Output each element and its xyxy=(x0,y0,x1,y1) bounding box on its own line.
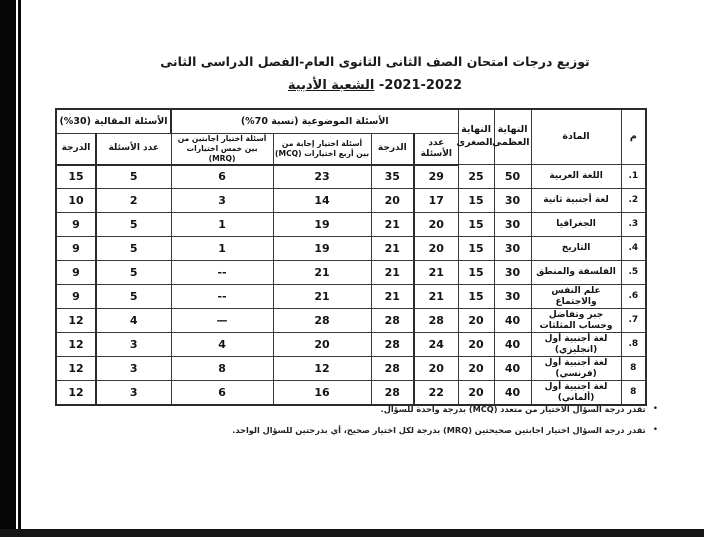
max-grade-value: 50 xyxy=(494,165,531,189)
subject-name: لغة أجنبية ثانية xyxy=(531,189,621,213)
table-row xyxy=(56,381,646,406)
grades-distribution-table xyxy=(55,108,647,406)
essay-grade-value: 15 xyxy=(56,165,96,189)
table-row xyxy=(56,357,646,381)
col-header-number: م xyxy=(621,109,646,165)
essay-question-count: 3 xyxy=(96,333,171,357)
footnote-mcq-text: تقدر درجة السؤال الاختيار من متعدد (MCQ) بدرجة واحدة للسؤال. xyxy=(380,404,646,414)
col-header-essay-grade: الدرجة xyxy=(56,134,96,165)
subtitle-years: 2021-2022- xyxy=(378,78,463,93)
min-grade-value: 15 xyxy=(458,189,494,213)
max-grade-value: 40 xyxy=(494,357,531,381)
grades-distribution-table-wrap xyxy=(55,108,647,406)
min-grade-value: 15 xyxy=(458,261,494,285)
essay-question-count: 5 xyxy=(96,165,171,189)
essay-grade-value: 12 xyxy=(56,357,96,381)
mrq-count: 1 xyxy=(171,213,273,237)
essay-grade-value: 9 xyxy=(56,261,96,285)
table-row xyxy=(56,285,646,309)
mrq-count: -- xyxy=(171,285,273,309)
max-grade-value: 30 xyxy=(494,261,531,285)
min-grade-value: 20 xyxy=(458,381,494,406)
objective-question-count: 22 xyxy=(414,381,458,406)
table-row xyxy=(56,213,646,237)
subject-name: لغة أجنبية أول (فرنسي) xyxy=(531,357,621,381)
subjects-table-body xyxy=(56,165,646,406)
objective-question-count: 21 xyxy=(414,285,458,309)
row-number: .6 xyxy=(621,285,646,309)
mrq-count: 6 xyxy=(171,381,273,406)
row-number: .4 xyxy=(621,237,646,261)
table-row xyxy=(56,333,646,357)
min-grade-value: 15 xyxy=(458,237,494,261)
document-title: توزيع درجات امتحان الصف الثانى الثانوى العام-الفصل الدراسى الثانى xyxy=(160,54,590,69)
subject-name: اللغة العربية xyxy=(531,165,621,189)
objective-question-count: 17 xyxy=(414,189,458,213)
essay-grade-value: 9 xyxy=(56,213,96,237)
max-grade-value: 40 xyxy=(494,381,531,406)
essay-grade-value: 9 xyxy=(56,237,96,261)
row-number: .7 xyxy=(621,309,646,333)
objective-question-count: 20 xyxy=(414,237,458,261)
mcq-count: 21 xyxy=(273,285,371,309)
max-grade-value: 30 xyxy=(494,189,531,213)
objective-grade-value: 28 xyxy=(371,333,414,357)
col-header-objective-count: عدد الأسئلة xyxy=(414,134,458,165)
mrq-count: 6 xyxy=(171,165,273,189)
essay-grade-value: 9 xyxy=(56,285,96,309)
essay-question-count: 3 xyxy=(96,357,171,381)
header-row-groups xyxy=(56,109,646,134)
footnote-mrq-text: تقدر درجة السؤال اختيار اجابتين صحيحتين (MRQ) بدرجة لكل اختيار صحيح، أي بدرجتين للسؤال الواحد. xyxy=(232,424,646,435)
table-header xyxy=(56,109,646,165)
objective-question-count: 20 xyxy=(414,213,458,237)
subject-name: لغة اجنبية أول (ألماني) xyxy=(531,381,621,406)
essay-question-count: 5 xyxy=(96,261,171,285)
scan-left-black-line xyxy=(18,0,21,537)
bullet-icon: • xyxy=(652,424,658,435)
subject-name: علم النفس والاجتماع xyxy=(531,285,621,309)
objective-grade-value: 21 xyxy=(371,285,414,309)
col-header-min-grade: النهاية الصغرى xyxy=(458,109,494,165)
max-grade-value: 30 xyxy=(494,237,531,261)
mcq-count: 12 xyxy=(273,357,371,381)
table-row xyxy=(56,309,646,333)
essay-question-count: 5 xyxy=(96,285,171,309)
row-number: 8 xyxy=(621,357,646,381)
essay-grade-value: 12 xyxy=(56,309,96,333)
row-number: .8 xyxy=(621,333,646,357)
essay-question-count: 2 xyxy=(96,189,171,213)
scan-bottom-black-bar xyxy=(0,529,704,537)
subject-name: الفلسفة والمنطق xyxy=(531,261,621,285)
max-grade-value: 30 xyxy=(494,285,531,309)
footnotes xyxy=(188,404,658,445)
objective-question-count: 24 xyxy=(414,333,458,357)
essay-grade-value: 10 xyxy=(56,189,96,213)
min-grade-value: 20 xyxy=(458,309,494,333)
row-number: .1 xyxy=(621,165,646,189)
mrq-count: 1 xyxy=(171,237,273,261)
row-number: 8 xyxy=(621,381,646,406)
essay-question-count: 4 xyxy=(96,309,171,333)
objective-grade-value: 21 xyxy=(371,237,414,261)
mcq-count: 20 xyxy=(273,333,371,357)
mrq-count: 8 xyxy=(171,357,273,381)
min-grade-value: 25 xyxy=(458,165,494,189)
essay-grade-value: 12 xyxy=(56,333,96,357)
subtitle-branch: الشعبة الأدبية xyxy=(287,78,375,93)
document-header xyxy=(70,54,680,93)
mcq-count: 16 xyxy=(273,381,371,406)
mrq-count: 4 xyxy=(171,333,273,357)
objective-question-count: 29 xyxy=(414,165,458,189)
min-grade-value: 20 xyxy=(458,357,494,381)
subject-name: جبر وتفاضل وحساب المثلثات xyxy=(531,309,621,333)
subject-name: التاريخ xyxy=(531,237,621,261)
objective-question-count: 20 xyxy=(414,357,458,381)
document-subtitle xyxy=(70,78,680,93)
objective-grade-value: 35 xyxy=(371,165,414,189)
objective-question-count: 21 xyxy=(414,261,458,285)
essay-question-count: 5 xyxy=(96,213,171,237)
min-grade-value: 15 xyxy=(458,285,494,309)
objective-question-count: 28 xyxy=(414,309,458,333)
col-header-subject: المادة xyxy=(531,109,621,165)
table-row xyxy=(56,261,646,285)
row-number: .2 xyxy=(621,189,646,213)
bullet-icon: • xyxy=(652,404,658,414)
essay-question-count: 5 xyxy=(96,237,171,261)
objective-grade-value: 21 xyxy=(371,213,414,237)
mcq-count: 19 xyxy=(273,237,371,261)
objective-grade-value: 20 xyxy=(371,189,414,213)
mcq-count: 28 xyxy=(273,309,371,333)
scan-left-black-bar xyxy=(0,0,16,537)
objective-grade-value: 28 xyxy=(371,357,414,381)
essay-grade-value: 12 xyxy=(56,381,96,406)
col-header-objective-grade: الدرجة xyxy=(371,134,414,165)
footnote-mcq xyxy=(188,404,658,416)
subject-name: لغة أجنبية أول (انجليزي) xyxy=(531,333,621,357)
col-header-essay-count: عدد الأسئلة xyxy=(96,134,171,165)
min-grade-value: 15 xyxy=(458,213,494,237)
max-grade-value: 40 xyxy=(494,309,531,333)
row-number: .5 xyxy=(621,261,646,285)
footnote-mrq xyxy=(188,425,658,437)
table-row xyxy=(56,237,646,261)
col-header-mcq: أسئلة اختيار إجابة من بين أربع اختيارات (MCQ) xyxy=(273,134,371,165)
mrq-count: 3 xyxy=(171,189,273,213)
objective-grade-value: 28 xyxy=(371,381,414,406)
group-header-objective-questions: الأسئلة الموضوعية (نسبة 70%) xyxy=(171,109,458,134)
group-header-essay-questions: الأسئلة المقالية (30%) xyxy=(56,109,171,134)
essay-question-count: 3 xyxy=(96,381,171,406)
mrq-count: -- xyxy=(171,261,273,285)
max-grade-value: 40 xyxy=(494,333,531,357)
mcq-count: 21 xyxy=(273,261,371,285)
mcq-count: 19 xyxy=(273,213,371,237)
max-grade-value: 30 xyxy=(494,213,531,237)
table-row xyxy=(56,165,646,189)
table-row xyxy=(56,189,646,213)
min-grade-value: 20 xyxy=(458,333,494,357)
mrq-count: — xyxy=(171,309,273,333)
mcq-count: 14 xyxy=(273,189,371,213)
row-number: .3 xyxy=(621,213,646,237)
subject-name: الجغرافيا xyxy=(531,213,621,237)
objective-grade-value: 28 xyxy=(371,309,414,333)
mcq-count: 23 xyxy=(273,165,371,189)
col-header-mrq: أسئلة اختيار اجابتين من بين خمس اختيارات (MRQ) xyxy=(171,134,273,165)
objective-grade-value: 21 xyxy=(371,261,414,285)
col-header-max-grade: النهاية العظمى xyxy=(494,109,531,165)
